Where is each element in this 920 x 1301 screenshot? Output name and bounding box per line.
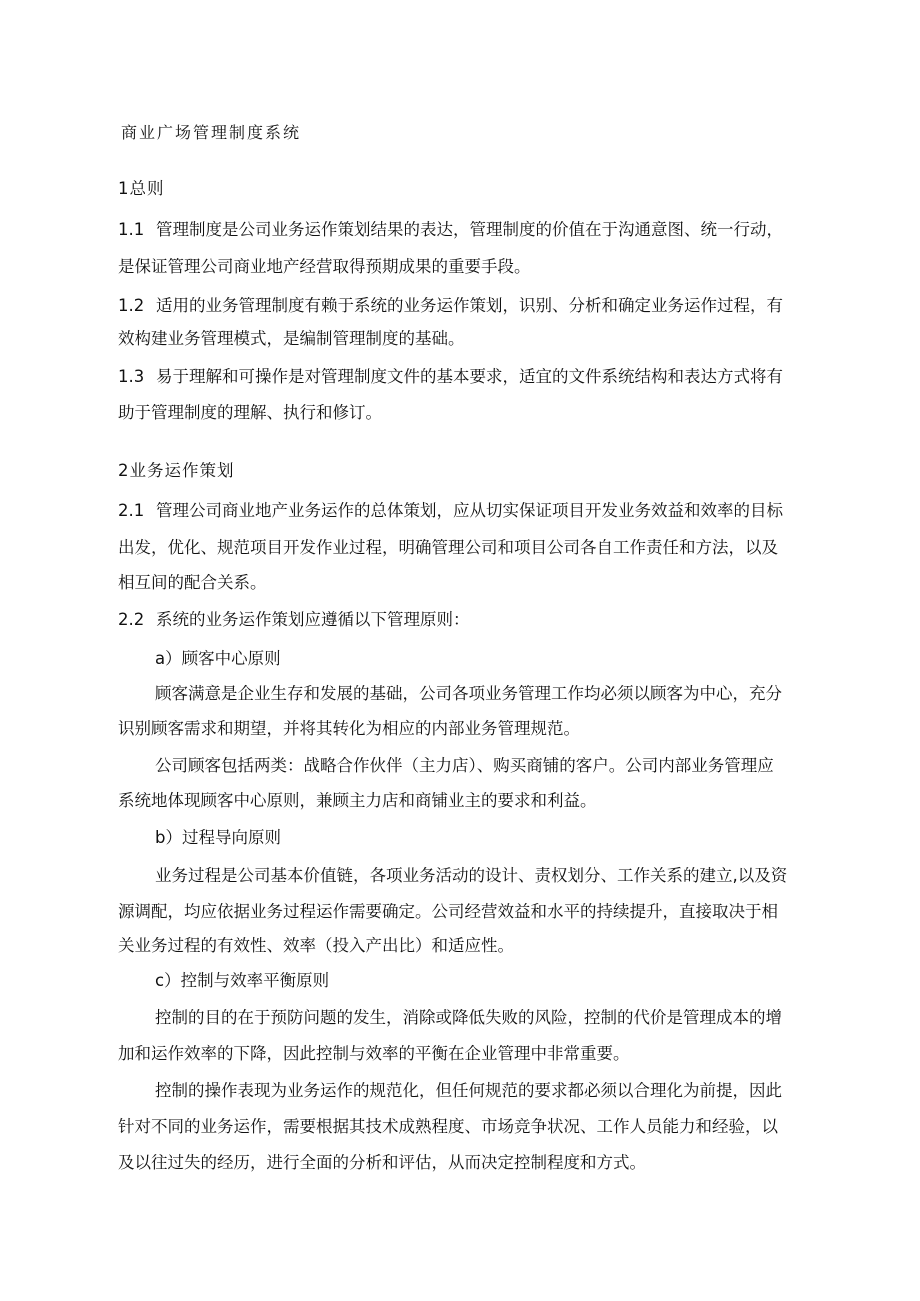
paragraph-2-1-line-2: 出发，优化、规范项目开发作业过程，明确管理公司和项目公司各自工作责任和方法，以及 [118, 538, 778, 557]
principle-b-para-1-line-2: 源调配，均应依据业务过程运作需要确定。公司经营效益和水平的持续提升，直接取决于相 [118, 902, 778, 921]
principle-a-label: a）顾客中心原则 [155, 649, 281, 668]
principle-c-para-2-line-2: 针对不同的业务运作，需要根据其技术成熟程度、市场竞争状况、工作人员能力和经验，以 [118, 1117, 778, 1136]
paragraph-1-1-line-2: 是保证管理公司商业地产经营取得预期成果的重要手段。 [118, 257, 531, 276]
principle-b-label: b）过程导向原则 [155, 828, 281, 847]
paragraph-1-1-line-1 [118, 219, 783, 241]
paragraph-1-2-line-1 [118, 295, 783, 317]
principle-c-para-2-line-3: 及以往过失的经历，进行全面的分析和评估，从而决定控制程度和方式。 [118, 1153, 646, 1172]
principle-c-para-1-line-1: 控制的目的在于预防问题的发生，消除或降低失败的风险，控制的代价是管理成本的增 [155, 1008, 782, 1027]
principle-c-para-1-line-2: 加和运作效率的下降，因此控制与效率的平衡在企业管理中非常重要。 [118, 1044, 630, 1063]
paragraph-2-1-line-3: 相互间的配合关系。 [118, 573, 267, 592]
principle-a-para-2-line-2: 系统地体现顾客中心原则，兼顾主力店和商铺业主的要求和利益。 [118, 791, 597, 810]
paragraph-number: 1.2 [118, 296, 145, 315]
paragraph-number: 1.1 [118, 220, 145, 239]
principle-a-para-2-line-1: 公司顾客包括两类：战略合作伙伴（主力店）、购买商铺的客户。公司内部业务管理应 [155, 756, 774, 775]
principle-a-para-1-line-1: 顾客满意是企业生存和发展的基础，公司各项业务管理工作均必须以顾客为中心，充分 [155, 684, 782, 703]
section-1-heading: 1总则 [118, 179, 165, 198]
section-2-heading: 2业务运作策划 [118, 461, 235, 480]
paragraph-2-2-line-1 [118, 609, 470, 631]
principle-c-label: c）控制与效率平衡原则 [155, 971, 330, 990]
principle-c-para-2-line-1: 控制的操作表现为业务运作的规范化，但任何规范的要求都必须以合理化为前提，因此 [155, 1081, 782, 1100]
paragraph-number: 1.3 [118, 367, 145, 386]
paragraph-2-1-line-1 [118, 500, 783, 522]
paragraph-1-3-line-2: 助于管理制度的理解、执行和修订。 [118, 403, 382, 422]
paragraph-1-2-line-2: 效构建业务管理模式，是编制管理制度的基础。 [118, 329, 465, 348]
principle-a-para-1-line-2: 识别顾客需求和期望，并将其转化为相应的内部业务管理规范。 [118, 719, 580, 738]
document-title: 商业广场管理制度系统 [121, 123, 302, 142]
principle-b-para-1-line-1: 业务过程是公司基本价值链，各项业务活动的设计、责权划分、工作关系的建立,以及资 [155, 866, 788, 885]
paragraph-text: 适用的业务管理制度有赖于系统的业务运作策划，识别、分析和确定业务运作过程，有 [156, 296, 783, 315]
paragraph-number: 2.2 [118, 610, 145, 629]
principle-b-para-1-line-3: 关业务过程的有效性、效率（投入产出比）和适应性。 [118, 936, 514, 955]
paragraph-1-3-line-1 [118, 366, 783, 388]
paragraph-text: 管理公司商业地产业务运作的总体策划，应从切实保证项目开发业务效益和效率的目标 [156, 501, 783, 520]
paragraph-text: 系统的业务运作策划应遵循以下管理原则： [156, 610, 470, 629]
paragraph-text: 易于理解和可操作是对管理制度文件的基本要求，适宜的文件系统结构和表达方式将有 [156, 367, 783, 386]
paragraph-text: 管理制度是公司业务运作策划结果的表达，管理制度的价值在于沟通意图、统一行动， [156, 220, 783, 239]
paragraph-number: 2.1 [118, 501, 145, 520]
